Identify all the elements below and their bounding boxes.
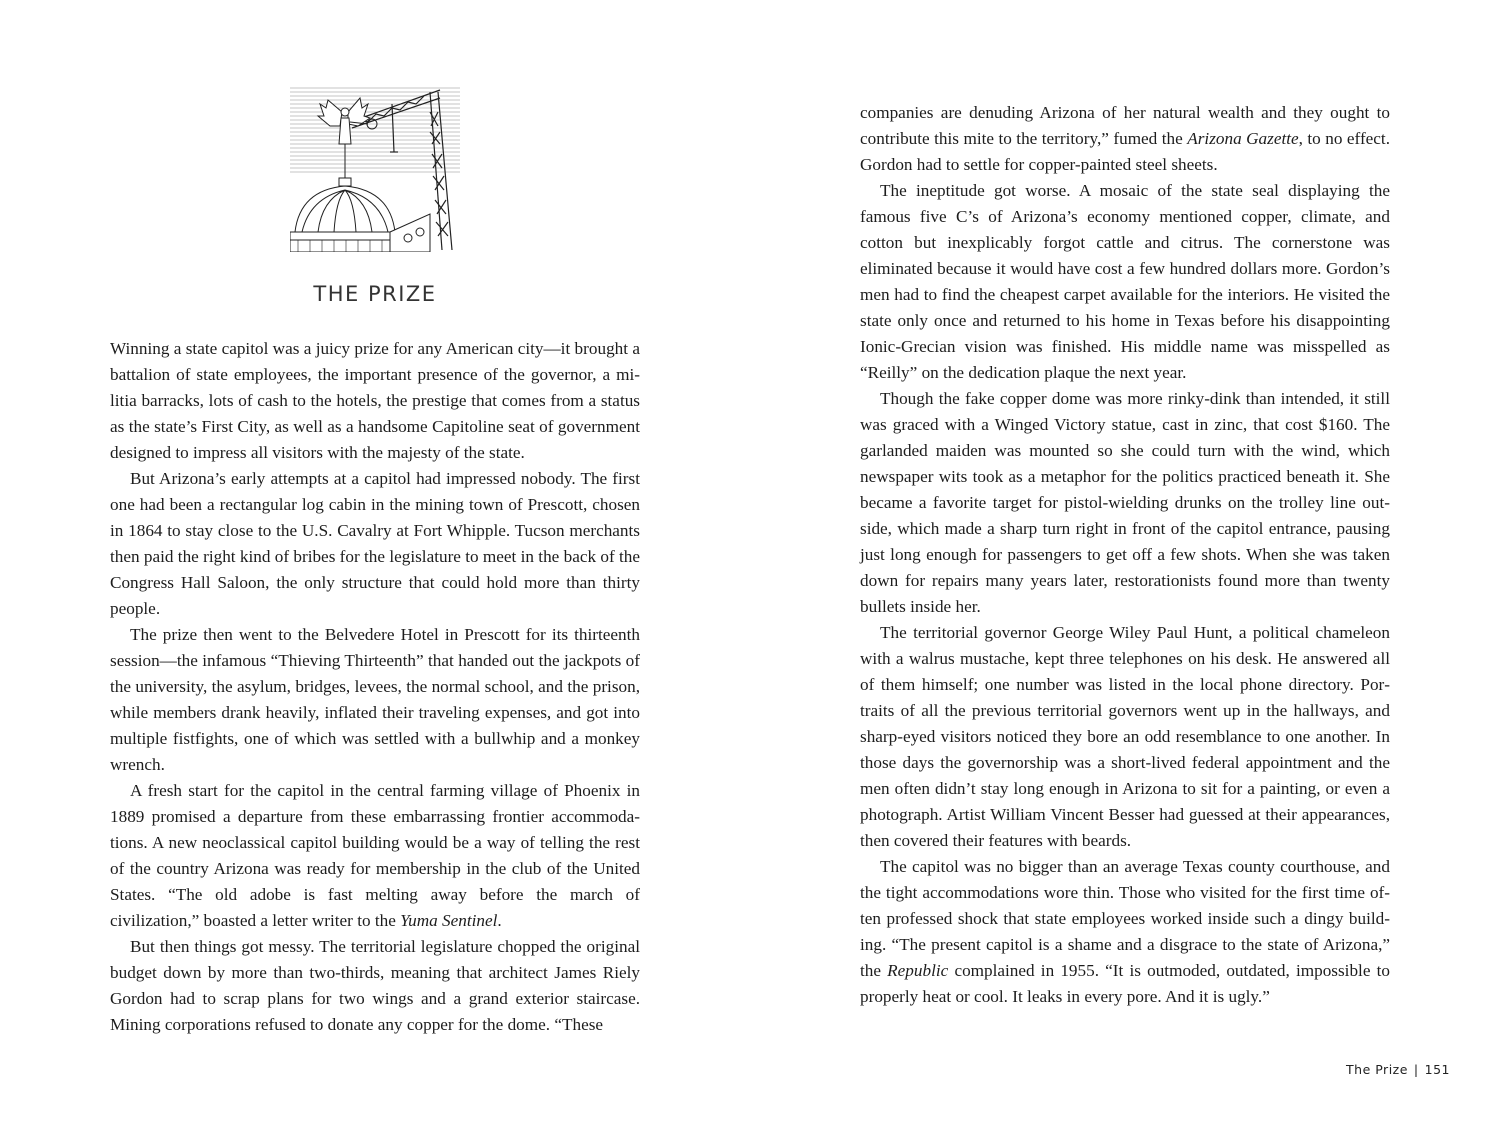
italic-publication-title: Arizona Gazette: [1187, 129, 1299, 148]
italic-publication-title: Republic: [887, 961, 949, 980]
paragraph-text: .: [497, 911, 502, 930]
paragraph: [860, 854, 1390, 1010]
capitol-dome-winged-victory-illustration: [290, 82, 460, 252]
paragraph: The prize then went to the Belvedere Hotel in Prescott for its thirteenth session—the infamous “Thieving Thirteenth” that handed out the jackpots of the university, the asylum, bridges, levees, the normal school, and the prison, while members drank heavily, inflated their traveling expenses, and got into multiple fistfights, one of which was settled with a bullwhip and a monkey wrench.: [110, 625, 640, 774]
page-number: 151: [1424, 1062, 1450, 1077]
paragraph: But then things got messy. The territorial legislature chopped the original budget down by more than two-thirds, meaning that architect James Riely Gordon had to scrap plans for two wings and a grand exterior staircase. Mining corporations refused to donate any copper for the dome. “These: [110, 937, 640, 1034]
paragraph-text: The capitol was no bigger than an average Texas county courthouse, and the tight accommodations wore thin. Those who visited for the first time often professed shock that state employees worked inside such a dingy building. “The present capitol is a shame and a disgrace to the state of Arizona,” the: [860, 857, 1390, 980]
paragraph: The ineptitude got worse. A mosaic of the state seal displaying the famous five C’s of Arizona’s economy mentioned copper, climate, and cotton but inexplicably forgot cattle and citrus. The cornerstone was eliminated because it would have cost a few hundred dollars more. Gordon’s men had to find the cheapest carpet available for the interiors. He visited the state only once and returned to his home in Texas before his disappointing Ionic-Grecian vision was finished. His middle name was misspelled as “Reilly” on the dedication plaque the next year.: [860, 181, 1390, 382]
running-head: The Prize: [1346, 1062, 1408, 1077]
paragraph: Winning a state capitol was a juicy prize for any American city—it brought a battalion of state employees, the important presence of the governor, a militia barracks, lots of cash to the hotels, the prestige that comes from a status as the state’s First City, as well as a handsome Capitoline seat of government designed to impress all visitors with the majesty of the state.: [110, 339, 640, 462]
left-page-body: [110, 336, 640, 1038]
paragraph: The territorial governor George Wiley Paul Hunt, a political chameleon with a walrus mustache, kept three telephones on his desk. He answered all of them himself; one number was listed in the local phone directory. Portraits of all the previous territorial governors went up in the hallways, and sharp-eyed visitors noticed they bore an odd resemblance to one another. In those days the governorship was a short-lived federal appointment and the men often didn’t stay long enough in Arizona to sit for a painting, or even a photograph. Artist William Vincent Besser had guessed at their appearances, then covered their features with beards.: [860, 623, 1390, 850]
paragraph: But Arizona’s early attempts at a capitol had impressed nobody. The first one had been a rectangular log cabin in the mining town of Prescott, chosen in 1864 to stay close to the U.S. Cavalry at Fort Whipple. Tucson merchants then paid the right kind of bribes for the legislature to meet in the back of the Congress Hall Saloon, the only structure that could hold more than thirty people.: [110, 469, 640, 618]
paragraph: [110, 778, 640, 934]
paragraph-text: companies are denuding Arizona of her natural wealth and they ought to contribute this mite to the territory,” fumed the: [860, 103, 1390, 148]
paragraph: [860, 100, 1390, 178]
chapter-title: THE PRIZE: [313, 282, 437, 306]
paragraph-text: complained in 1955. “It is outmoded, outdated, impossible to properly heat or cool. It leaks in every pore. And it is ugly.”: [860, 961, 1390, 1006]
italic-publication-title: Yuma Sentinel: [400, 911, 498, 930]
page-footer: [1346, 1062, 1450, 1077]
paragraph: Though the fake copper dome was more rinky-dink than intended, it still was graced with a Winged Victory statue, cast in zinc, that cost $160. The garlanded maiden was mounted so she could turn with the wind, which newspaper wits took as a metaphor for the politics practiced beneath it. She became a favorite target for pistol-wielding drunks on the trolley line outside, which made a sharp turn right in front of the capitol entrance, pausing just long enough for passengers to get off a few shots. When she was taken down for repairs many years later, restorationists found more than twenty bullets inside her.: [860, 389, 1390, 616]
right-page-body: [860, 100, 1390, 1010]
paragraph-text: A fresh start for the capitol in the central farming village of Phoenix in 1889 promised a departure from these embarrassing frontier accommodations. A new neoclassical capitol building would be a way of telling the rest of the country Arizona was ready for membership in the club of the United States. “The old adobe is fast melting away before the march of civilization,” boasted a letter writer to the: [110, 781, 640, 930]
footer-separator: |: [1413, 1062, 1419, 1077]
paragraph-text: , to no effect. Gordon had to settle for copper-painted steel sheets.: [860, 129, 1390, 174]
